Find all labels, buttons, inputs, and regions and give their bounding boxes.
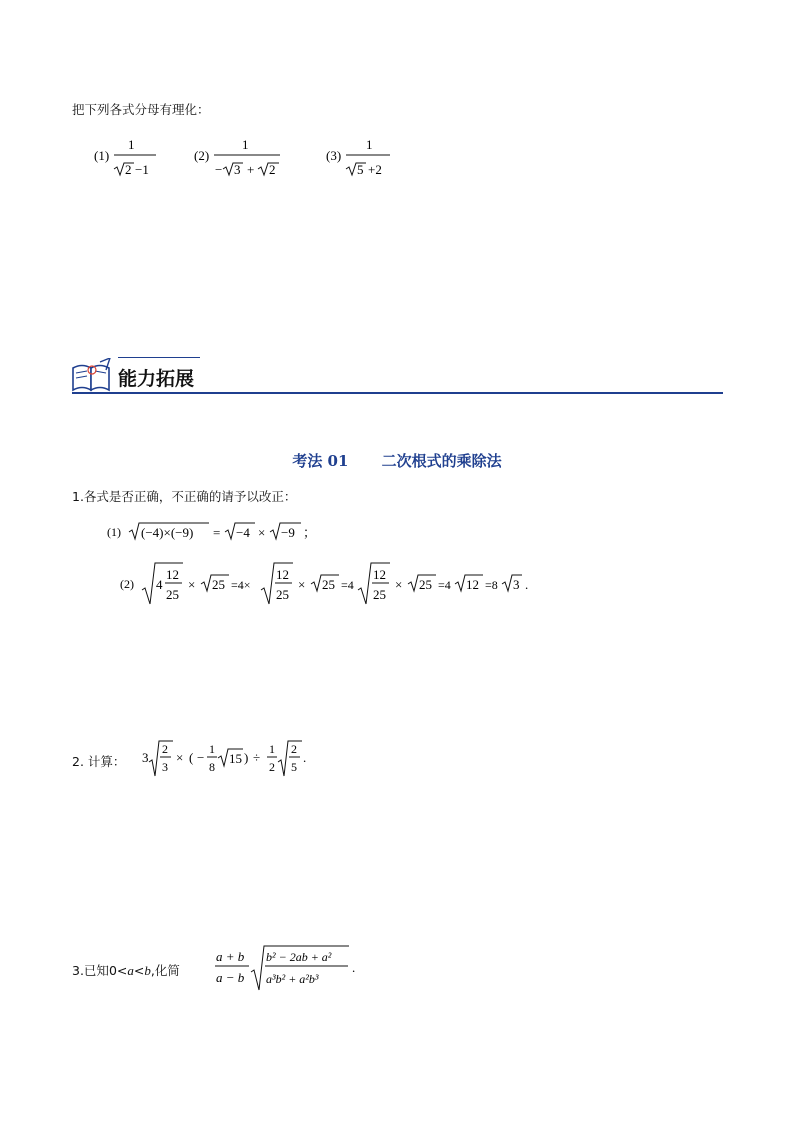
- q2-n4: 2: [291, 742, 297, 756]
- intro-item3-radicand: 5: [357, 162, 364, 177]
- q1-sub2-eq8: =8: [485, 578, 498, 592]
- q1-sub1-r1: −4: [236, 525, 250, 540]
- q1-sub2-end: .: [525, 577, 529, 592]
- q3-prefix: 3.已知: [72, 963, 109, 978]
- q3-middle: ,化简: [150, 963, 180, 978]
- intro-item1-label: (1): [94, 148, 110, 163]
- q1-sub1-equals: =: [213, 525, 221, 540]
- q3-rad-den: a³b² + a²b³: [266, 972, 319, 986]
- heading-underline: [72, 392, 723, 394]
- intro-item2-radicand1: 3: [234, 162, 241, 177]
- q1-sub2-times: ×: [188, 577, 196, 592]
- q3-lt1: <: [116, 963, 128, 978]
- q3-expression: [213, 942, 363, 992]
- q1-sub2-r25: 25: [212, 577, 225, 592]
- intro-instruction: 把下列各式分母有理化：: [72, 102, 210, 117]
- method-title: [0, 450, 794, 471]
- q1-sub2-label: (2): [120, 577, 134, 591]
- q2-lparen: (: [189, 750, 194, 765]
- q3-frac-den: a − b: [216, 970, 245, 985]
- intro-item1-radicand: 2: [125, 162, 132, 177]
- q2-rparen: ): [244, 750, 249, 765]
- q1-sub2-eq4x: =4×: [231, 578, 251, 592]
- q1-sub2-r3: 3: [513, 577, 520, 592]
- intro-item2-numerator: 1: [242, 137, 249, 152]
- q3-zero: 0: [108, 963, 117, 978]
- q1-sub2-den: 25: [166, 587, 179, 602]
- q1-sub2-den-c: 25: [373, 587, 386, 602]
- q1-sub2-den-b: 25: [276, 587, 289, 602]
- q3-lt2: <: [133, 963, 145, 978]
- q1-sub2-whole: 4: [156, 577, 163, 592]
- section-heading: 能力拓展: [118, 368, 195, 390]
- intro-item3-label: (3): [326, 148, 342, 163]
- open-book-icon: [70, 358, 114, 394]
- q2-coef: 3: [142, 750, 149, 765]
- q3-rad-num: b² − 2ab + a²: [266, 950, 332, 964]
- intro-item2-radicand2: 2: [269, 162, 276, 177]
- intro-item3-tail: +2: [368, 162, 382, 177]
- q1-sub2-num-b: 12: [276, 567, 289, 582]
- q2-prompt: 2. 计算：: [72, 754, 126, 769]
- intro-item2-plus: +: [247, 162, 255, 177]
- q1-sub2-r12: 12: [466, 577, 479, 592]
- heading-top-rule: [118, 357, 200, 358]
- radical-sign: [278, 741, 302, 776]
- q1-sub1-end: ；: [303, 525, 317, 540]
- q1-sub2-times-c: ×: [395, 577, 403, 592]
- q1-sub1-expression: [105, 518, 325, 546]
- method-name: 二次根式的乘除法: [381, 452, 502, 470]
- q3-var-a: a: [127, 963, 134, 978]
- q2-expression: [140, 738, 340, 782]
- intro-expressions: [90, 136, 410, 180]
- q1-sub1-times: ×: [258, 525, 266, 540]
- q1-sub2-r25-b: 25: [322, 577, 335, 592]
- q2-d3: 2: [269, 760, 275, 774]
- intro-item1-tail: −1: [135, 162, 149, 177]
- method-label: 考法 01: [292, 452, 349, 470]
- q2-div: ÷: [253, 750, 261, 765]
- q1-sub1-r2: −9: [281, 525, 295, 540]
- q1-sub1-label: (1): [107, 525, 121, 539]
- q2-d2: 8: [209, 760, 215, 774]
- q3-end: .: [352, 960, 356, 975]
- q2-neg: −: [197, 750, 205, 765]
- q1-sub2-eq4b: =4: [341, 578, 354, 592]
- q2-n2: 1: [209, 742, 215, 756]
- q2-r15: 15: [229, 751, 242, 766]
- q1-sub2-expression: [118, 560, 538, 610]
- q1-sub2-eq4c: =4: [438, 578, 451, 592]
- q1-prompt: 1.各式是否正确，不正确的请予以改正：: [72, 489, 297, 504]
- q3-frac-num: a + b: [216, 949, 245, 964]
- q1-sub2-num-c: 12: [373, 567, 386, 582]
- q2-n1: 2: [162, 742, 168, 756]
- q2-end: .: [303, 750, 307, 765]
- q2-times: ×: [176, 750, 184, 765]
- q1-sub2-num: 12: [166, 567, 179, 582]
- q3-condition: [72, 961, 180, 979]
- q3-var-b: b: [144, 963, 151, 978]
- q1-sub1-radicand: (−4)×(−9): [141, 525, 194, 540]
- intro-item3-numerator: 1: [366, 137, 373, 152]
- q1-sub2-times-b: ×: [298, 577, 306, 592]
- intro-item2-head: −: [215, 162, 223, 177]
- q2-n3: 1: [269, 742, 275, 756]
- intro-item1-numerator: 1: [128, 137, 135, 152]
- q1-sub2-r25-c: 25: [419, 577, 432, 592]
- q2-d1: 3: [162, 760, 168, 774]
- intro-item2-label: (2): [194, 148, 210, 163]
- radical-sign: [149, 741, 173, 776]
- q2-d4: 5: [291, 760, 297, 774]
